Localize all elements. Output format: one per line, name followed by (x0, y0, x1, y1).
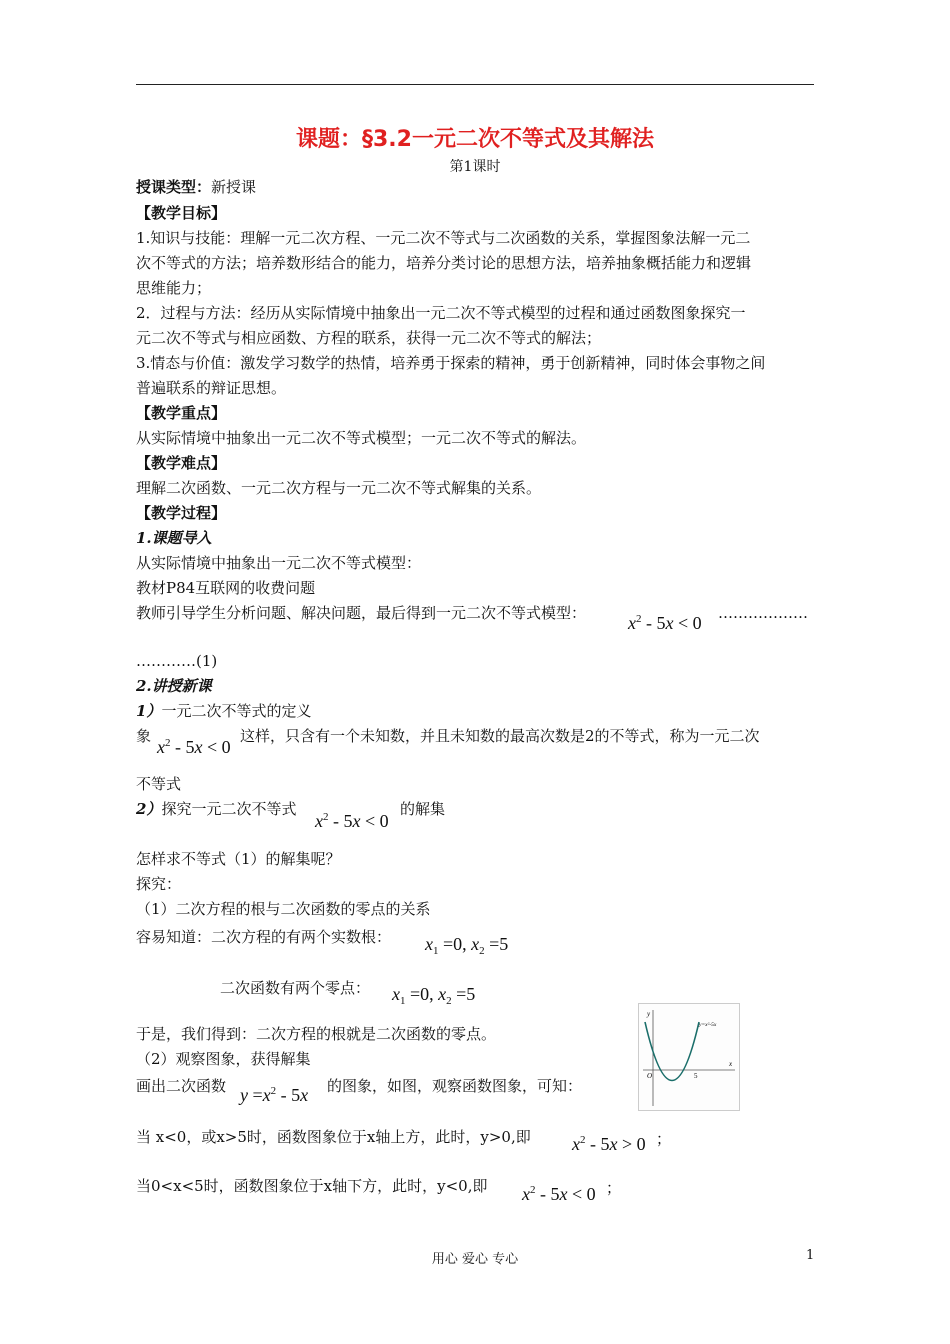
case2-text: 当0<x<5时，函数图象位于x轴下方，此时，y<0,即 (136, 1177, 488, 1195)
case1-text: 当 x<0，或x>5时，函数图象位于x轴上方，此时，y>0,即 (136, 1128, 531, 1146)
conclusion: 于是，我们得到：二次方程的根就是二次函数的零点。 (136, 1025, 497, 1043)
key-heading: 【教学重点】 (136, 404, 227, 422)
subsection1: 1）一元二次不等式的定义 (136, 702, 312, 720)
draw-post: 的图象，如图，观察函数图象，可知： (327, 1077, 583, 1095)
definition-end: 不等式 (136, 775, 182, 793)
goal1-line2: 次不等式的方法；培养数形结合的能力，培养分类讨论的思想方法，培养抽象概括能力和逻辑 (136, 254, 752, 272)
key-text: 从实际情境中抽象出一元二次不等式模型；一元二次不等式的解法。 (136, 429, 587, 447)
explore-label: 探究： (136, 875, 182, 893)
parabola-svg (639, 1004, 739, 1110)
section1-line1: 从实际情境中抽象出一元二次不等式模型： (136, 554, 422, 572)
goal1-line3: 思维能力； (136, 279, 212, 297)
function-formula: $y =x^2 - 5x$ (240, 1085, 309, 1105)
definition-pre: 象 (136, 727, 152, 745)
goal3-line1: 3.情态与价值：激发学习数学的热情，培养勇于探索的精神，勇于创新精神，同时体会事物之间 (136, 354, 766, 372)
point2: （2）观察图象，获得解集 (136, 1050, 311, 1068)
page-title: 课题：§3.2一元二次不等式及其解法 (296, 127, 654, 152)
process-heading: 【教学过程】 (136, 504, 227, 522)
section2-heading: 2.讲授新课 (136, 677, 212, 695)
model-inequality: $x^2 - 5x < 0$ (628, 613, 702, 633)
section1-dots: ……………… (718, 604, 808, 622)
tick-5-label: 5 (694, 1072, 698, 1080)
definition-post: 这样，只含有一个未知数，并且未知数的最高次数是2的不等式，称为一元二次 (240, 727, 760, 745)
subsection2-post: 的解集 (400, 800, 446, 818)
roots-formula: $x_1 =0$, $x_2 =5$ (425, 934, 509, 957)
page-footer: 用心 爱心 专心 (431, 1252, 519, 1267)
parabola-graph (638, 1003, 740, 1111)
goal1-line1: 1.知识与技能：理解一元二次方程、一元二次不等式与二次函数的关系，掌握图象法解一元二 (136, 229, 751, 247)
draw-pre: 画出二次函数 (136, 1077, 227, 1095)
curve-label: y=x²-5x (699, 1022, 717, 1028)
y-axis-label: y (647, 1010, 651, 1018)
difficulty-heading: 【教学难点】 (136, 454, 227, 472)
zeros-formula: $x_1 =0$, $x_2 =5$ (392, 984, 476, 1007)
section1-line2: 教材P84互联网的收费问题 (136, 579, 316, 597)
goals-heading: 【教学目标】 (136, 204, 227, 222)
section1-heading: 1.课题导入 (136, 529, 212, 547)
subsection2-inequality: $x^2 - 5x < 0$ (315, 811, 389, 831)
lesson-type-value: 新授课 (211, 178, 257, 196)
lesson-type-label: 授课类型： (136, 178, 212, 196)
case2-semicolon: ； (606, 1179, 622, 1197)
subsection2: 2）探究一元二次不等式 (136, 800, 297, 818)
case2-inequality: $x^2 - 5x < 0$ (522, 1184, 596, 1204)
roots-text: 容易知道：二次方程的有两个实数根： (136, 928, 392, 946)
goal2-line1: 2．过程与方法：经历从实际情境中抽象出一元二次不等式模型的过程和通过函数图象探究一 (136, 304, 746, 322)
difficulty-text: 理解二次函数、一元二次方程与一元二次不等式解集的关系。 (136, 479, 542, 497)
header-rule (136, 84, 814, 85)
origin-label: O (647, 1072, 653, 1080)
goal3-line2: 普遍联系的辩证思想。 (136, 379, 287, 397)
x-axis-label: x (729, 1060, 733, 1068)
zeros-text: 二次函数有两个零点： (220, 979, 371, 997)
case1-inequality: $x^2 - 5x > 0$ (572, 1134, 646, 1154)
lesson-type (136, 177, 256, 197)
page-subtitle: 第1课时 (449, 159, 501, 175)
case1-semicolon: ； (656, 1130, 672, 1148)
goal2-line2: 元二次不等式与相应函数、方程的联系，获得一元二次不等式的解法； (136, 329, 602, 347)
definition-inequality: $x^2 - 5x < 0$ (157, 737, 231, 757)
page-number: 1 (806, 1248, 815, 1263)
point1: （1）二次方程的根与二次函数的零点的关系 (136, 900, 431, 918)
section1-line3: 教师引导学生分析问题、解决问题，最后得到一元二次不等式模型： (136, 604, 587, 622)
section1-line4: …………(1) (136, 652, 218, 670)
question1: 怎样求不等式（1）的解集呢？ (136, 850, 341, 868)
